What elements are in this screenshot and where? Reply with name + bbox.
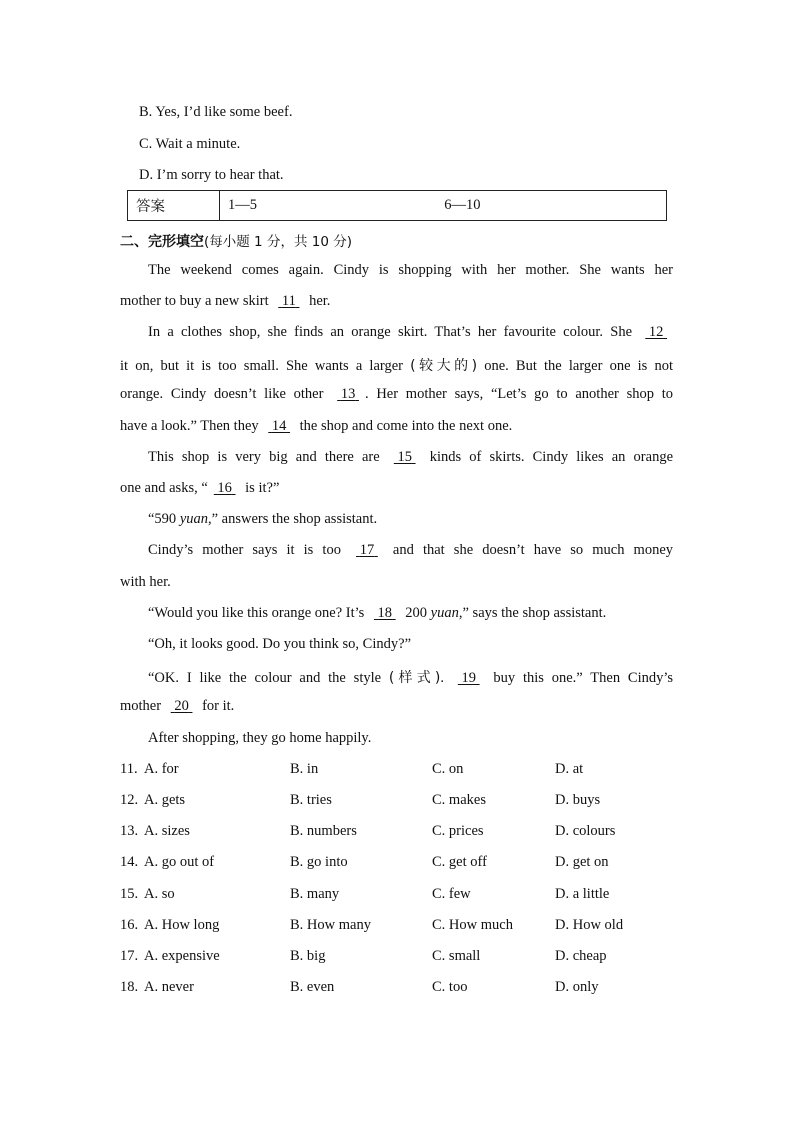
gloss-cjk: (较大的) [410, 358, 478, 374]
answer-range-2: 6—10 [444, 197, 481, 213]
passage-line-16: After shopping, they go home happily. [148, 730, 372, 746]
option-b[interactable]: B. big [290, 948, 326, 964]
option-a[interactable]: A. go out of [144, 854, 215, 870]
option-b[interactable]: B. tries [290, 792, 332, 808]
option-d[interactable]: D. at [555, 761, 584, 777]
question-number: 15. [120, 886, 139, 902]
text: ,” answers the shop assistant. [208, 511, 378, 527]
text: 200 [405, 605, 428, 621]
option-a[interactable]: A. for [144, 761, 179, 777]
option-a[interactable]: A. gets [144, 792, 186, 808]
option-b[interactable]: B. many [290, 886, 340, 902]
option-a[interactable]: A. never [144, 979, 194, 995]
text: In a clothes shop, she finds an orange skirt. That’s her favourite colour. She [148, 324, 633, 340]
option-b[interactable]: B. numbers [290, 823, 357, 839]
option-c[interactable]: C. get off [432, 854, 487, 870]
option-b[interactable]: B. even [290, 979, 335, 995]
answer-table [127, 190, 667, 221]
question-number: 18. [120, 979, 139, 995]
text: ,” says the shop assistant. [458, 605, 607, 621]
option-d[interactable]: D. get on [555, 854, 609, 870]
passage-line-10 [148, 542, 673, 559]
question-number: 16. [120, 917, 139, 933]
passage-line-6 [120, 418, 673, 435]
gloss-cjk: (样式) [388, 670, 441, 686]
passage-line-7 [148, 449, 673, 466]
prev-option-c: C. Wait a minute. [139, 136, 241, 152]
passage-line-13: “Oh, it looks good. Do you think so, Cindy?” [148, 636, 412, 652]
option-c[interactable]: C. makes [432, 792, 486, 808]
text: is it?” [245, 480, 280, 496]
question-number: 12. [120, 792, 139, 808]
option-c[interactable]: C. on [432, 761, 464, 777]
text: . [440, 670, 445, 686]
passage-line-9 [148, 511, 701, 528]
passage-line-11: with her. [120, 574, 171, 590]
answer-range-1: 1—5 [228, 197, 257, 213]
option-d[interactable]: D. only [555, 979, 599, 995]
blank-13[interactable]: 13 [340, 386, 356, 402]
text: “OK. I like the colour and the style [148, 670, 382, 686]
text: the shop and come into the next one. [299, 418, 513, 434]
text: kinds of skirts. Cindy likes an orange [429, 449, 674, 465]
text: This shop is very big and there are [148, 449, 380, 465]
text: . Her mother says, “Let’s go to another shop to [364, 386, 673, 402]
question-number: 14. [120, 854, 139, 870]
blank-16[interactable]: 16 [217, 480, 232, 496]
passage-line-3 [148, 324, 673, 341]
blank-17[interactable]: 17 [359, 542, 375, 558]
option-b[interactable]: B. in [290, 761, 319, 777]
passage-line-15 [120, 698, 673, 715]
question-number: 13. [120, 823, 139, 839]
question-number: 17. [120, 948, 139, 964]
text: her. [309, 293, 331, 309]
text: “590 [148, 511, 177, 527]
section-title: 二、完形填空 [120, 234, 204, 250]
blank-19[interactable]: 19 [461, 670, 476, 686]
text: one and asks, “ [120, 480, 208, 496]
passage-line-4 [120, 355, 673, 375]
option-a[interactable]: A. expensive [144, 948, 220, 964]
option-c[interactable]: C. small [432, 948, 481, 964]
option-c[interactable]: C. How much [432, 917, 513, 933]
option-d[interactable]: D. a little [555, 886, 610, 902]
blank-15[interactable]: 15 [397, 449, 412, 465]
text: one. But the larger one is not [484, 358, 673, 374]
prev-option-b: B. Yes, I’d like some beef. [139, 104, 293, 120]
passage-line-5 [120, 386, 673, 403]
text: mother to buy a new skirt [120, 293, 269, 309]
option-b[interactable]: B. How many [290, 917, 371, 933]
prev-option-d: D. I’m sorry to hear that. [139, 167, 284, 183]
option-c[interactable]: C. too [432, 979, 468, 995]
passage-line-14 [148, 667, 673, 687]
text-italic: yuan [179, 511, 208, 527]
blank-11[interactable]: 11 [281, 293, 296, 309]
text: orange. Cindy doesn’t like other [120, 386, 324, 402]
answer-label: 答案 [128, 191, 220, 221]
text-italic: yuan [430, 605, 459, 621]
answer-cell[interactable] [220, 191, 667, 221]
section-note: (每小题 1 分，共 10 分) [204, 234, 352, 250]
option-a[interactable]: A. so [144, 886, 175, 902]
text: it on, but it is too small. She wants a larger [120, 358, 403, 374]
question-number: 11. [120, 761, 138, 777]
text: for it. [202, 698, 235, 714]
option-d[interactable]: D. cheap [555, 948, 607, 964]
option-a[interactable]: A. How long [144, 917, 220, 933]
blank-20[interactable]: 20 [174, 698, 189, 714]
passage-line-2 [120, 293, 673, 310]
text: and that she doesn’t have so much money [392, 542, 674, 558]
blank-18[interactable]: 18 [377, 605, 393, 621]
option-d[interactable]: D. colours [555, 823, 616, 839]
section-heading [120, 230, 352, 251]
text: mother [120, 698, 162, 714]
option-b[interactable]: B. go into [290, 854, 348, 870]
passage-line-1: The weekend comes again. Cindy is shopping with her mother. She wants her [148, 262, 673, 278]
blank-12[interactable]: 12 [648, 324, 664, 340]
text: buy this one.” Then Cindy’s [493, 670, 674, 686]
text: Cindy’s mother says it is too [148, 542, 341, 558]
option-d[interactable]: D. How old [555, 917, 624, 933]
text: have a look.” Then they [120, 418, 259, 434]
option-d[interactable]: D. buys [555, 792, 601, 808]
option-c[interactable]: C. few [432, 886, 471, 902]
option-c[interactable]: C. prices [432, 823, 484, 839]
text: “Would you like this orange one? It’s [148, 605, 365, 621]
passage-line-12 [148, 605, 701, 622]
passage-line-8 [120, 480, 673, 497]
blank-14[interactable]: 14 [271, 418, 287, 434]
option-a[interactable]: A. sizes [144, 823, 190, 839]
